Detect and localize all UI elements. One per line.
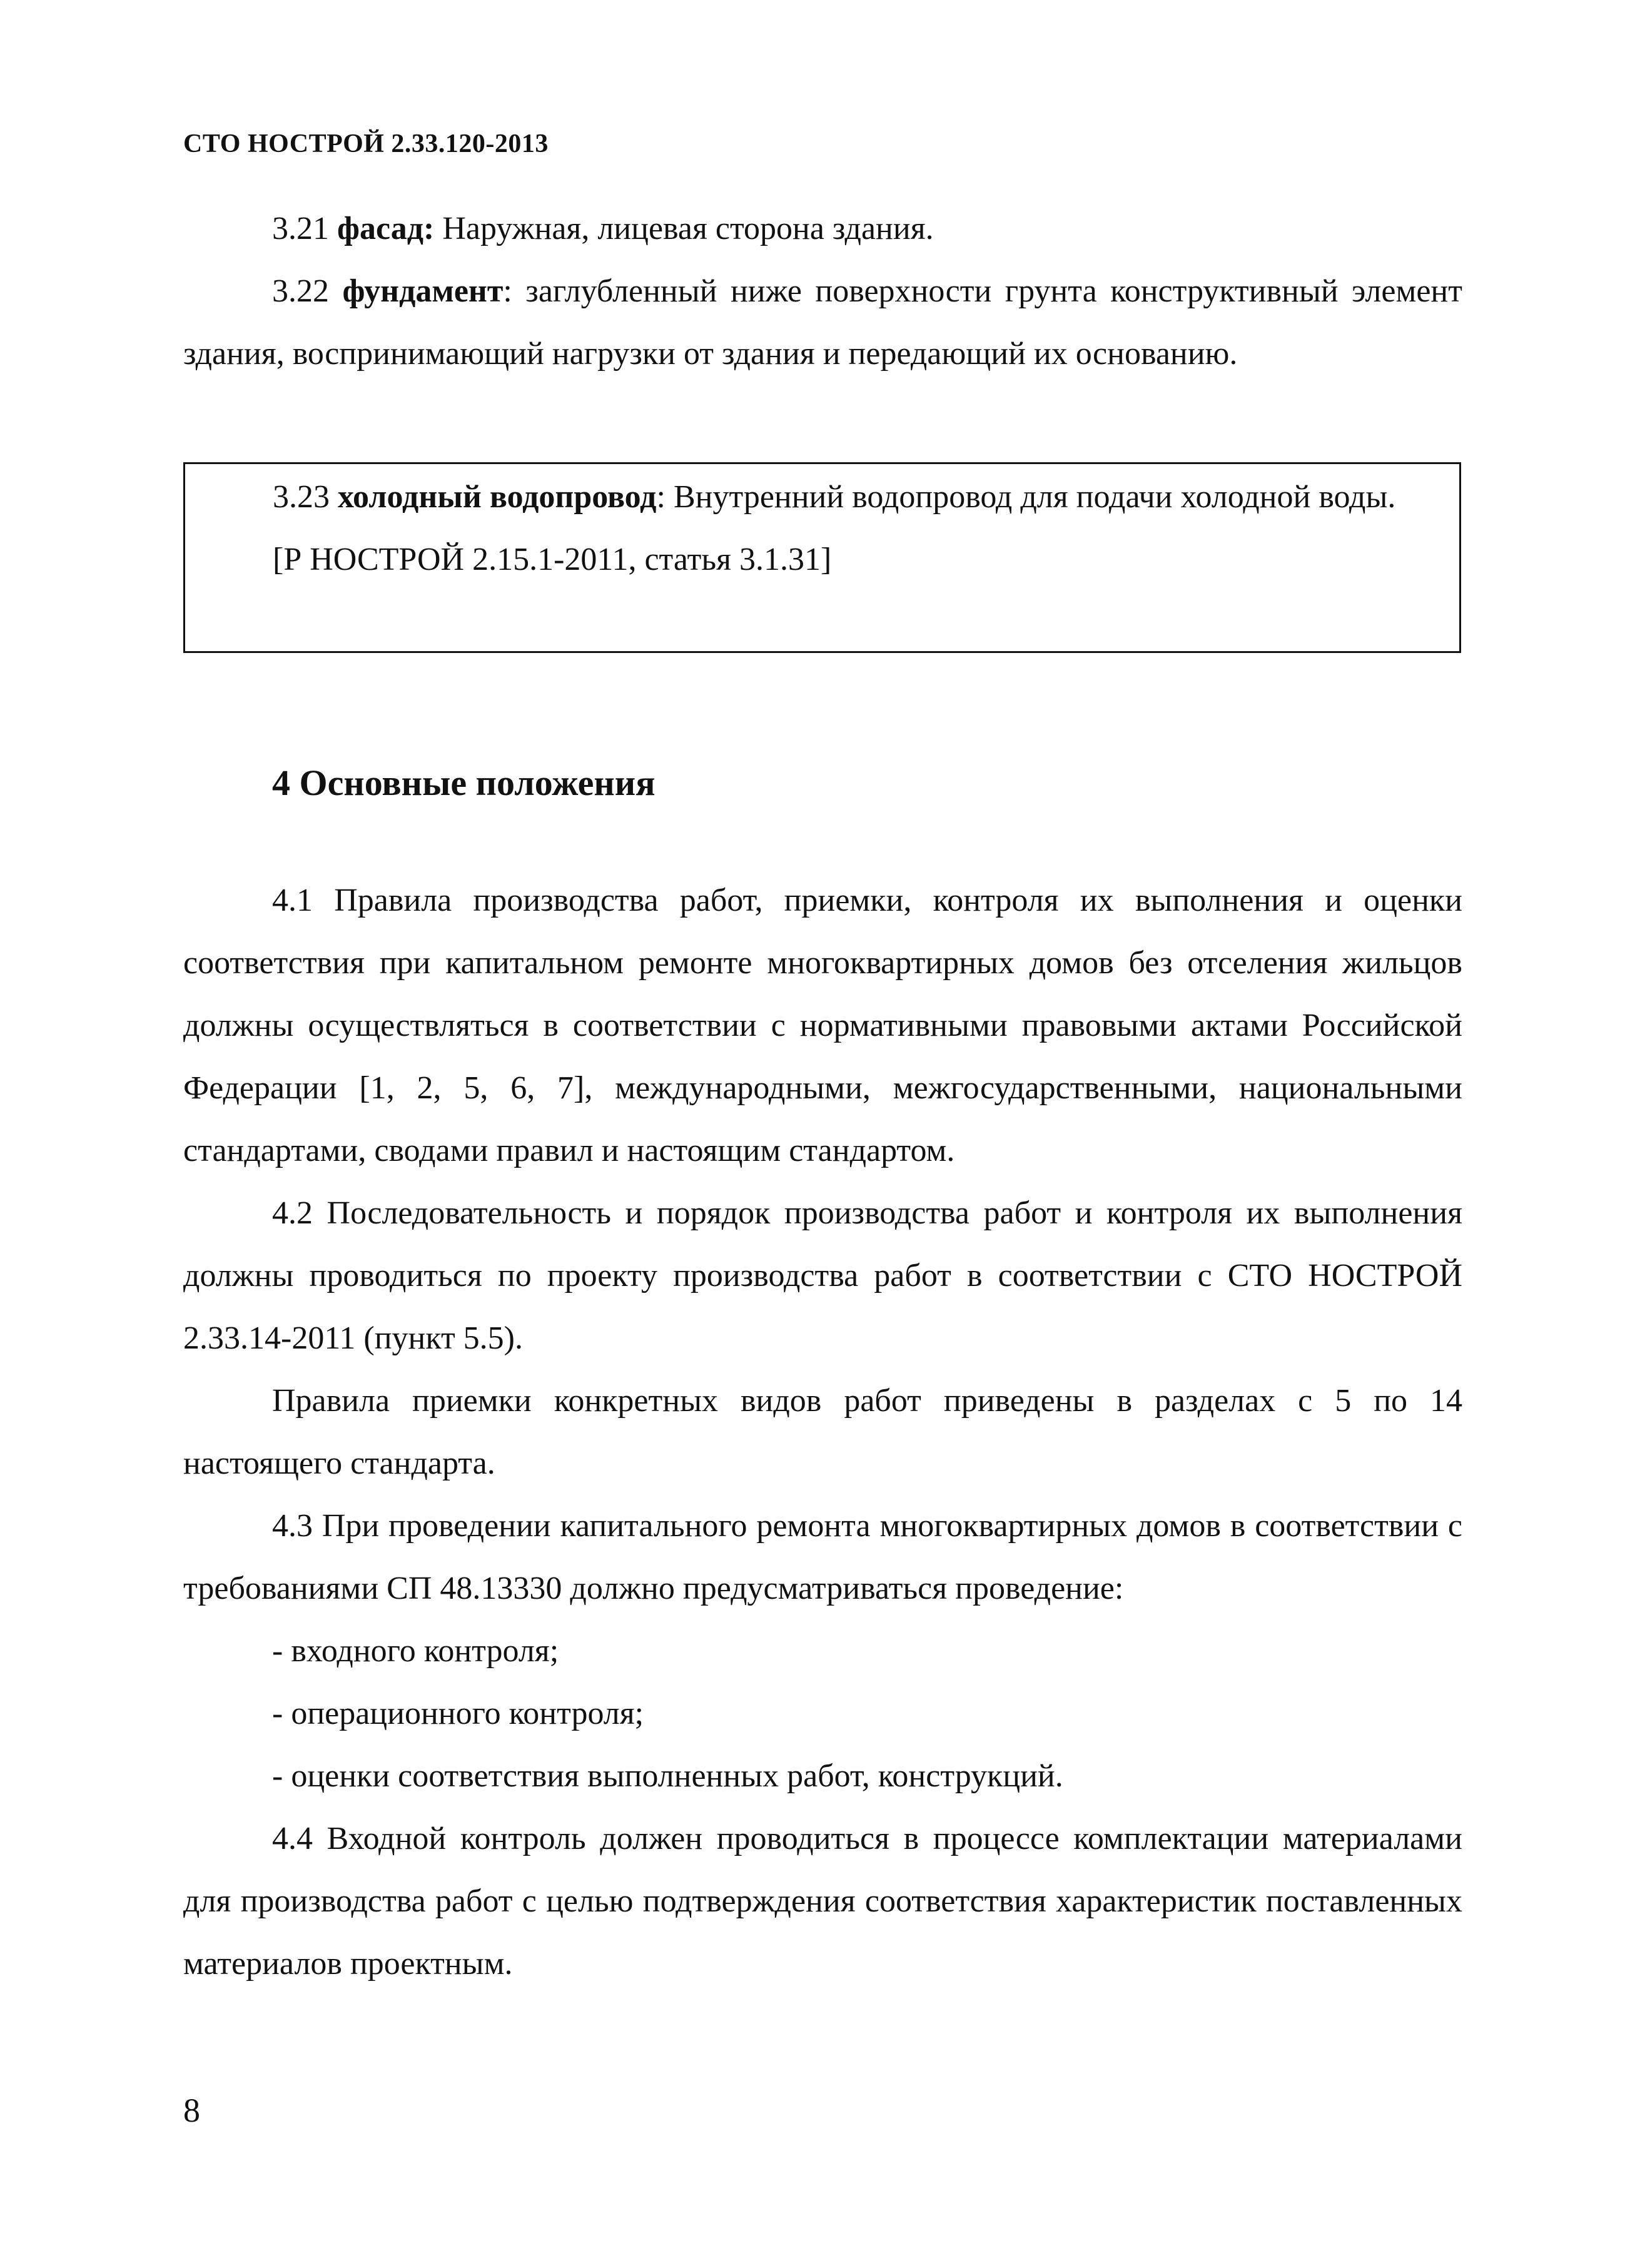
paragraph-4-1: 4.1 Правила производства работ, приемки, контроля их выполнения и оценки соответствия при капитальном ремонте многоквартирных домов без отселения жильцов должны осуществляться в соответствии с нормативными правовыми актами Российской Федерации [1, 2, 5, 6, 7], международными, межгосударственными, национальными стандартами, сводами правил и настоящим стандартом. xyxy=(183,883,1462,1168)
list-item: - входного контроля; xyxy=(272,1633,559,1669)
definition-text: : Внутренний водопровод для подачи холодной воды. xyxy=(656,479,1396,515)
definition-source: [Р НОСТРОЙ 2.15.1-2011, статья 3.1.31] xyxy=(273,542,832,577)
definition-term: фундамент xyxy=(342,273,504,309)
section-title: 4 Основные положения xyxy=(272,762,656,803)
definition-3-21 xyxy=(183,198,1462,260)
paragraph-4-3: 4.3 При проведении капитального ремонта многоквартирных домов в соответствии с требованиями СП 48.13330 должно предусматриваться проведение: xyxy=(183,1508,1462,1606)
definition-number: 3.22 xyxy=(272,273,329,309)
paragraph-acceptance-rules: Правила приемки конкретных видов работ приведены в разделах с 5 по 14 настоящего стандарта. xyxy=(183,1383,1462,1481)
list-item: - оценки соответствия выполненных работ, конструкций. xyxy=(272,1758,1063,1794)
document-header: СТО НОСТРОЙ 2.33.120-2013 xyxy=(183,129,549,158)
definition-number: 3.21 xyxy=(272,211,329,246)
boxed-definition xyxy=(194,466,1451,591)
definition-term: фасад: xyxy=(337,211,435,246)
definitions-block xyxy=(183,198,1462,385)
list-item: - операционного контроля; xyxy=(272,1696,644,1731)
definition-3-23 xyxy=(194,466,1451,529)
definition-number: 3.23 xyxy=(273,479,330,515)
page-number: 8 xyxy=(183,2092,200,2129)
paragraph-4-2: 4.2 Последовательность и порядок производства работ и контроля их выполнения должны проводиться по проекту производства работ в соответствии с СТО НОСТРОЙ 2.33.14-2011 (пункт 5.5). xyxy=(183,1195,1462,1356)
definition-text: : заглубленный ниже поверхности грунта конструктивный элемент здания, воспринимающий нагрузки от здания и передающий их основанию. xyxy=(183,273,1462,372)
definition-term: холодный водопровод xyxy=(338,479,657,515)
section-body xyxy=(183,869,1462,1995)
definition-text: Наружная, лицевая сторона здания. xyxy=(434,211,934,246)
definition-3-22 xyxy=(183,260,1462,385)
paragraph-4-4: 4.4 Входной контроль должен проводиться в процессе комплектации материалами для производства работ с целью подтверждения соответствия характеристик поставленных материалов проектным. xyxy=(183,1821,1462,1982)
